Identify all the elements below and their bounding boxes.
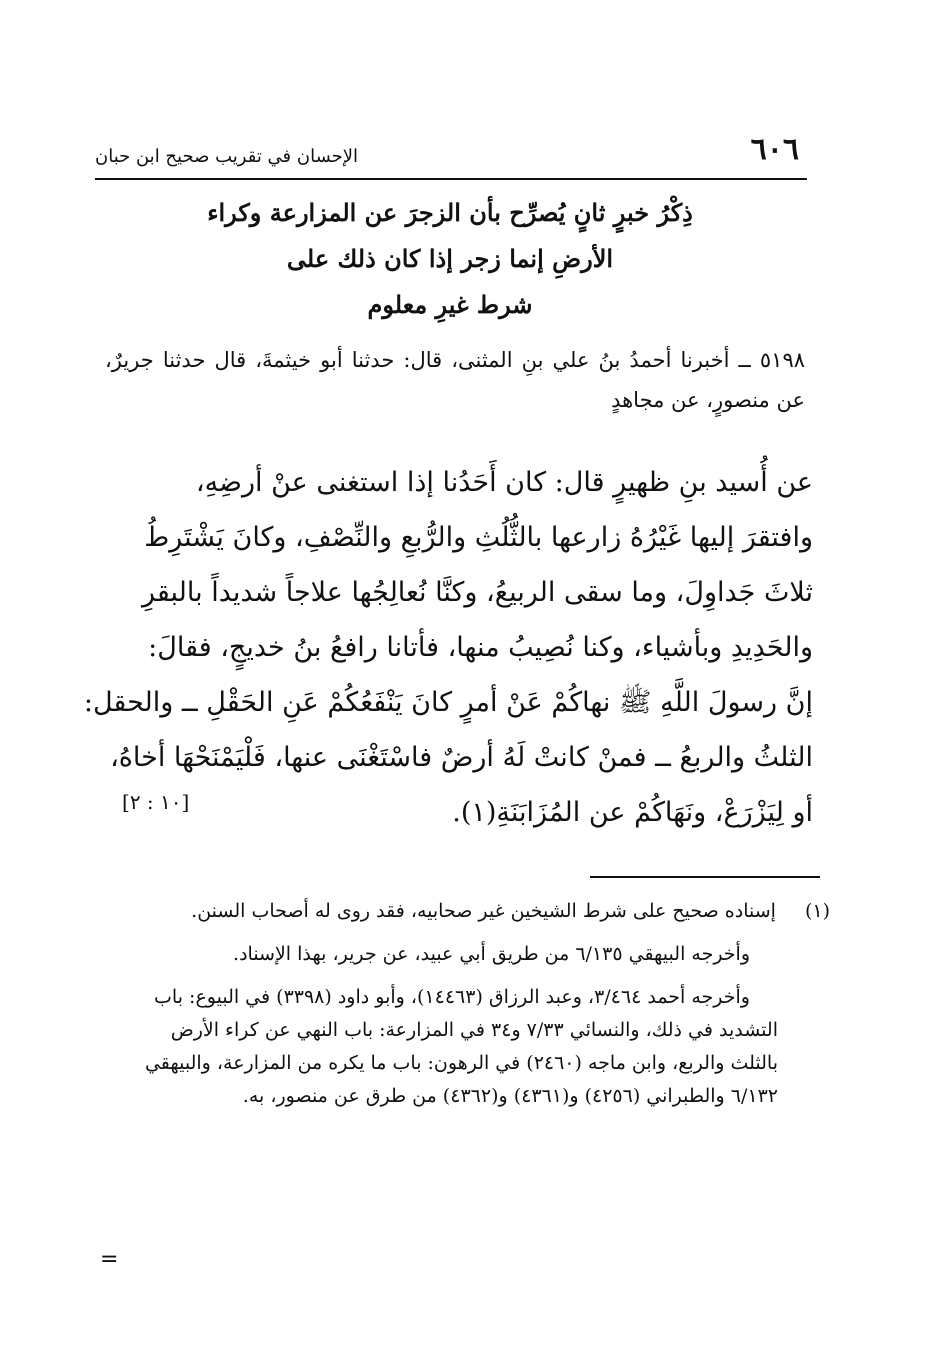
heading-line: الأرضِ إنما زجر إذا كان ذلك على <box>286 244 614 273</box>
matn-line: ثلاثَ جَداوِلَ، وما سقى الربيعُ، وكنَّا نُعالِجُها علاجاً شديداً بالبقرِ <box>141 577 813 608</box>
matn-line: إنَّ رسولَ اللَّهِ ﷺ نهاكُمْ عَنْ أمرٍ كانَ يَنْفَعُكُمْ عَنِ الحَقْلِ ــ والحقل: <box>83 687 813 718</box>
footnote-1 <box>125 895 830 928</box>
matn-line: والحَدِيدِ وبأشياء، وكنا نُصِيبُ منها، فأتانا رافعُ بنُ خديجٍ، فقالَ: <box>148 632 813 663</box>
heading-line: شرط غيرِ معلوم <box>367 290 533 319</box>
footnote-paragraph: وأخرجه البيهقي ٦/١٣٥ من طريق أبي عبيد، عن جرير، بهذا الإسناد. <box>233 943 750 965</box>
footnote-paragraph: وأخرجه أحمد ٣/٤٦٤، وعبد الرزاق (١٤٤٦٣)، وأبو داود (٣٣٩٨) في البيوع: باب التشديد في ذلك، والنسائي ٧/٣٣ و٣٤ في المزارعة: باب النهي عن كراء الأرض بالثلث والربع، وابن ماجه (٢٤٦٠) في الرهون: باب ما يكره من المزارعة، والبيهقي ٦/١٣٢ والطبراني (٤٢٥٦) و(٤٣٦١) و(٤٣٦٢) من طرق عن منصور، به. <box>144 986 778 1107</box>
matn-line: عن أُسيد بنِ ظهيرٍ قال: كان أَحَدُنا إذا استغنى عنْ أرضِهِ، <box>195 467 813 498</box>
footnote-marker: (١) <box>804 900 830 922</box>
footnote-rule <box>590 876 820 878</box>
heading-line: ذِكْرُ خبرٍ ثانٍ يُصرِّح بأن الزجرَ عن المزارعة وكراء <box>207 198 693 227</box>
hadith-isnad: ٥١٩٨ ــ أخبرنا أحمدُ بنُ علي بنِ المثنى، قال: حدثنا أبو خيثمةَ، قال حدثنا جريرٌ، عن منصورٍ، عن مجاهدٍ <box>105 348 806 412</box>
hadith-reference: [١٠ : ٢] <box>122 790 190 814</box>
matn-line: الثلثُ والربعُ ــ فمنْ كانتْ لَهُ أرضٌ فاسْتَغْنَى عنها، فَلْيَمْنَحْهَا أخاهُ، <box>110 742 813 773</box>
chapter-heading <box>130 190 770 328</box>
matn-line: وافتقرَ إليها غَيْرُهُ زارعها بالثُّلُثِ والرُّبعِ والنِّصْفِ، وكانَ يَشْتَرِطُ <box>144 522 813 553</box>
page-number: ٦٠٦ <box>750 132 799 167</box>
page-header <box>95 132 807 180</box>
footnote-text: إسناده صحيح على شرط الشيخين غير صحابيه، فقد روى له أصحاب السنن. <box>191 900 776 922</box>
continuation-mark: = <box>100 1247 119 1272</box>
footnotes <box>125 895 830 1123</box>
running-title: الإحسان في تقريب صحيح ابن حبان <box>95 146 359 167</box>
matn-line: أو لِيَزْرَعْ، ونَهَاكُمْ عن المُزَابَنَةِ(١). <box>452 797 813 828</box>
header-rule <box>95 178 807 180</box>
hadith-matn <box>83 455 813 840</box>
